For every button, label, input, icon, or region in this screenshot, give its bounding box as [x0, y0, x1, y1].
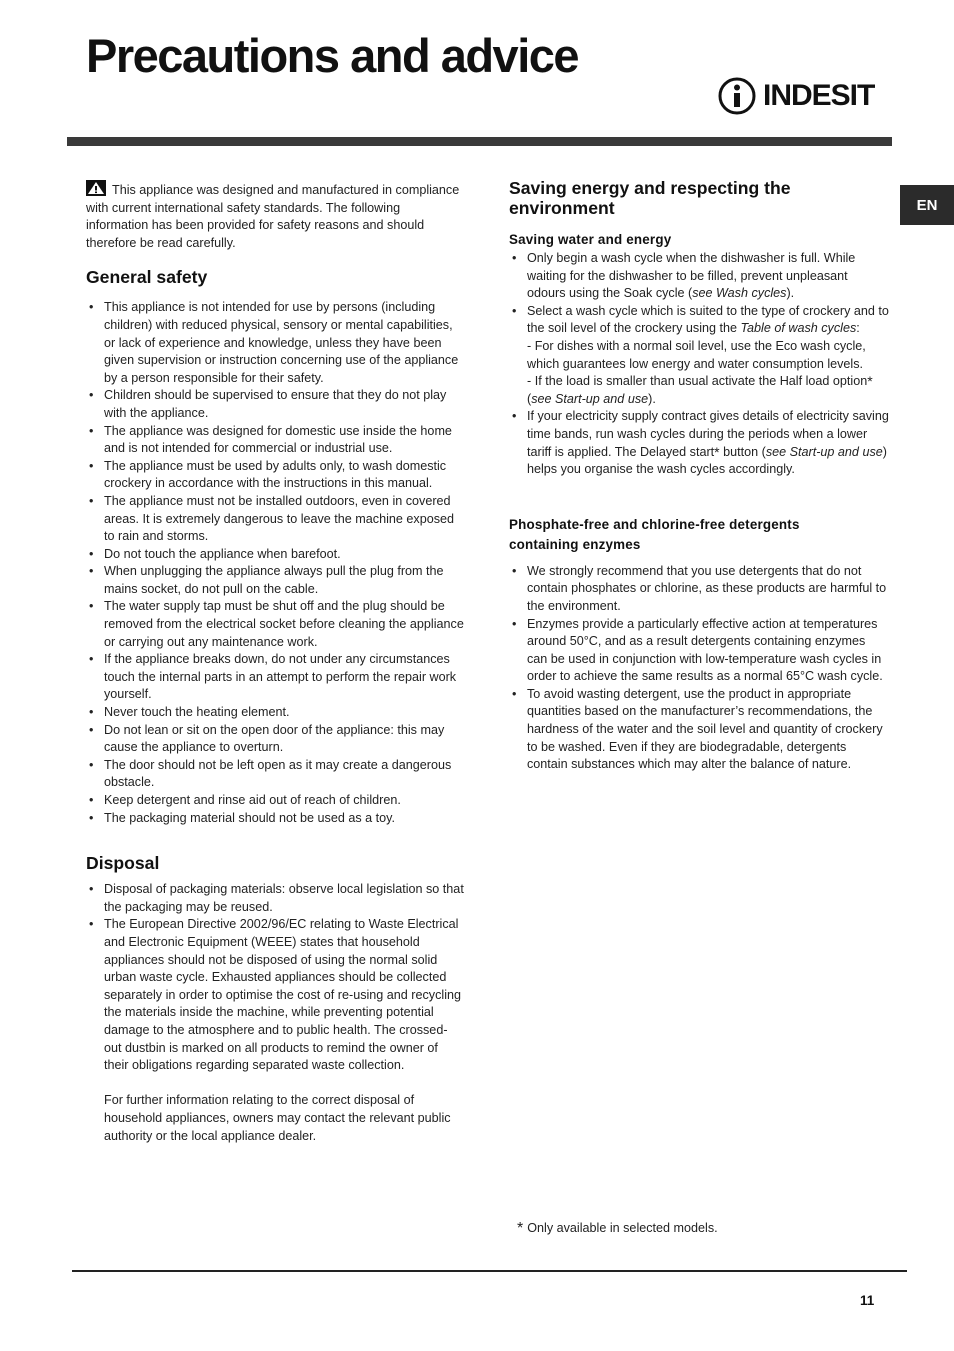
item-text: ) helps you organise the wash cycles accordingly.	[527, 444, 887, 477]
saving-list	[509, 250, 889, 479]
indesit-logo-i-icon	[717, 76, 757, 116]
list-item: • The appliance must be used by adults only, to wash domestic crockery in accordance with the instructions in this manual.	[86, 458, 464, 493]
footer-rule	[72, 1270, 907, 1272]
list-item: • Children should be supervised to ensure that they do not play with the appliance.	[86, 387, 464, 422]
list-item: • The door should not be left open as it may create a dangerous obstacle.	[86, 757, 464, 792]
asterisk-mark: *	[867, 373, 873, 390]
eco-note: - For dishes with a normal soil level, use the Eco wash cycle, which guarantees low energy and water consumption levels.	[527, 338, 866, 371]
disposal-further-info: For further information relating to the correct disposal of household appliances, owners may contact the relevant public authority or the local appliance dealer.	[104, 1093, 451, 1143]
list-item: • Never touch the heating element.	[86, 704, 464, 722]
asterisk-mark: *	[714, 443, 720, 460]
footnote-asterisk: *	[517, 1220, 524, 1237]
brand-name: INDESIT	[763, 79, 875, 112]
saving-heading: Saving energy and respecting the environment	[509, 178, 791, 218]
list-item: • The appliance was designed for domestic use inside the home and is not intended for commercial or industrial use.	[86, 423, 464, 458]
list-item: • The packaging material should not be used as a toy.	[86, 810, 464, 828]
list-item	[509, 250, 889, 303]
list-item: • If your electricity supply contract gives details of electricity saving time bands, run wash cycles during the periods when a lower tariff is applied. The Delayed start* button (see Start-up and use) helps you organise the wash cycles accordingly.	[509, 408, 889, 478]
item-text: ).	[786, 286, 795, 301]
weee-text: The European Directive 2002/96/EC relating to Waste Electrical and Electronic Equipment (WEEE) states that household appliances should not be disposed of using the normal solid urban waste cycle. Exhausted appliances should be collected separately in order to optimise the cost of re-using and recycling the materials inside the machine, while preventing potential damage to the atmosphere and to public health. The crossed-out dustbin is marked on all products to remind the owner of their obligations regarding separated waste collection.	[104, 917, 462, 1073]
language-tab: EN	[900, 185, 954, 225]
footnote-text: Only available in selected models.	[527, 1221, 718, 1235]
list-item: • To avoid wasting detergent, use the product in appropriate quantities based on the manufacturer’s recommendations, the hardness of the water and the soil level and quantity of crockery to be washed. Even if they are biodegradable, detergents contain substances which may alter the balance of nature.	[509, 686, 889, 774]
list-item	[509, 303, 889, 409]
saving-subheading: Saving water and energy	[509, 232, 672, 247]
intro-text: This appliance was designed and manufactured in compliance with current international safety standards. The following information has been provided for safety reasons and should therefore be read carefully.	[86, 183, 460, 250]
warning-triangle-icon	[86, 180, 106, 196]
list-item: • Do not touch the appliance when barefoot.	[86, 546, 464, 564]
item-text: button	[719, 444, 759, 459]
cross-reference: see Wash cycles	[692, 286, 787, 301]
item-text: Only begin a wash cycle when the dishwasher is full. While waiting for the dishwasher to be filled, prevent unpleasant odours using the Soak cycle (	[527, 251, 856, 301]
right-column	[509, 178, 889, 774]
general-safety-heading: General safety	[86, 267, 208, 288]
general-safety-list	[86, 299, 464, 827]
list-item: • When unplugging the appliance always pull the plug from the mains socket, do not pull on the cable.	[86, 563, 464, 598]
footnote	[517, 1220, 718, 1238]
disposal-heading: Disposal	[86, 853, 160, 874]
detergents-heading: Phosphate-free and chlorine-free detergents containing enzymes	[509, 516, 800, 552]
detergents-list	[509, 563, 889, 774]
item-text: If your electricity supply contract gives details of electricity saving time bands, run wash cycles during the periods when a lower tariff is applied. The Delayed start	[527, 409, 889, 459]
cross-reference: Table of wash cycles	[740, 321, 857, 336]
cross-reference: see Start-up and use	[531, 391, 649, 406]
list-item: • Do not lean or sit on the open door of the appliance: this may cause the appliance to overturn.	[86, 722, 464, 757]
list-item: • If the appliance breaks down, do not under any circumstances touch the internal parts in an attempt to perform the repair work yourself.	[86, 651, 464, 704]
brand-logo	[717, 76, 874, 116]
intro-paragraph	[86, 180, 464, 252]
half-load-note: - If the load is smaller than usual activate the Half load option* (see Start-up and use).	[527, 373, 873, 406]
list-item: • The appliance must not be installed outdoors, even in covered areas. It is extremely dangerous to leave the machine exposed to rain and storms.	[86, 493, 464, 546]
item-text: Select a wash cycle which is suited to the type of crockery and to the soil level of the crockery using the	[527, 303, 889, 336]
list-item	[86, 916, 464, 1145]
cross-reference: see Start-up and use	[765, 444, 883, 459]
header-rule	[67, 137, 892, 146]
list-item: • Enzymes provide a particularly effective action at temperatures around 50°C, and as a result detergents containing enzymes can be used in conjunction with low-temperature wash cycles in order to achieve the same results as a normal 65°C wash cycle.	[509, 616, 889, 686]
list-item: • This appliance is not intended for use by persons (including children) with reduced physical, sensory or mental capabilities, or lack of experience and knowledge, unless they have been given supervision or instruction concerning use of the appliance by a person responsible for their safety.	[86, 299, 464, 387]
page-number: 11	[860, 1293, 875, 1308]
list-item: • Disposal of packaging materials: observe local legislation so that the packaging may be reused.	[86, 881, 464, 916]
list-item: • Keep detergent and rinse aid out of reach of children.	[86, 792, 464, 810]
list-item: • The water supply tap must be shut off and the plug should be removed from the electrical socket before cleaning the appliance or carrying out any maintenance work.	[86, 598, 464, 651]
item-text: :	[856, 321, 860, 336]
item-text: - If the load is smaller than usual activate the Half load option	[527, 374, 868, 389]
list-item: • We strongly recommend that you use detergents that do not contain phosphates or chlorine, as these products are harmful to the environment.	[509, 563, 889, 616]
page-title: Precautions and advice	[86, 29, 579, 82]
disposal-list	[86, 881, 464, 1145]
left-column	[86, 180, 464, 1145]
